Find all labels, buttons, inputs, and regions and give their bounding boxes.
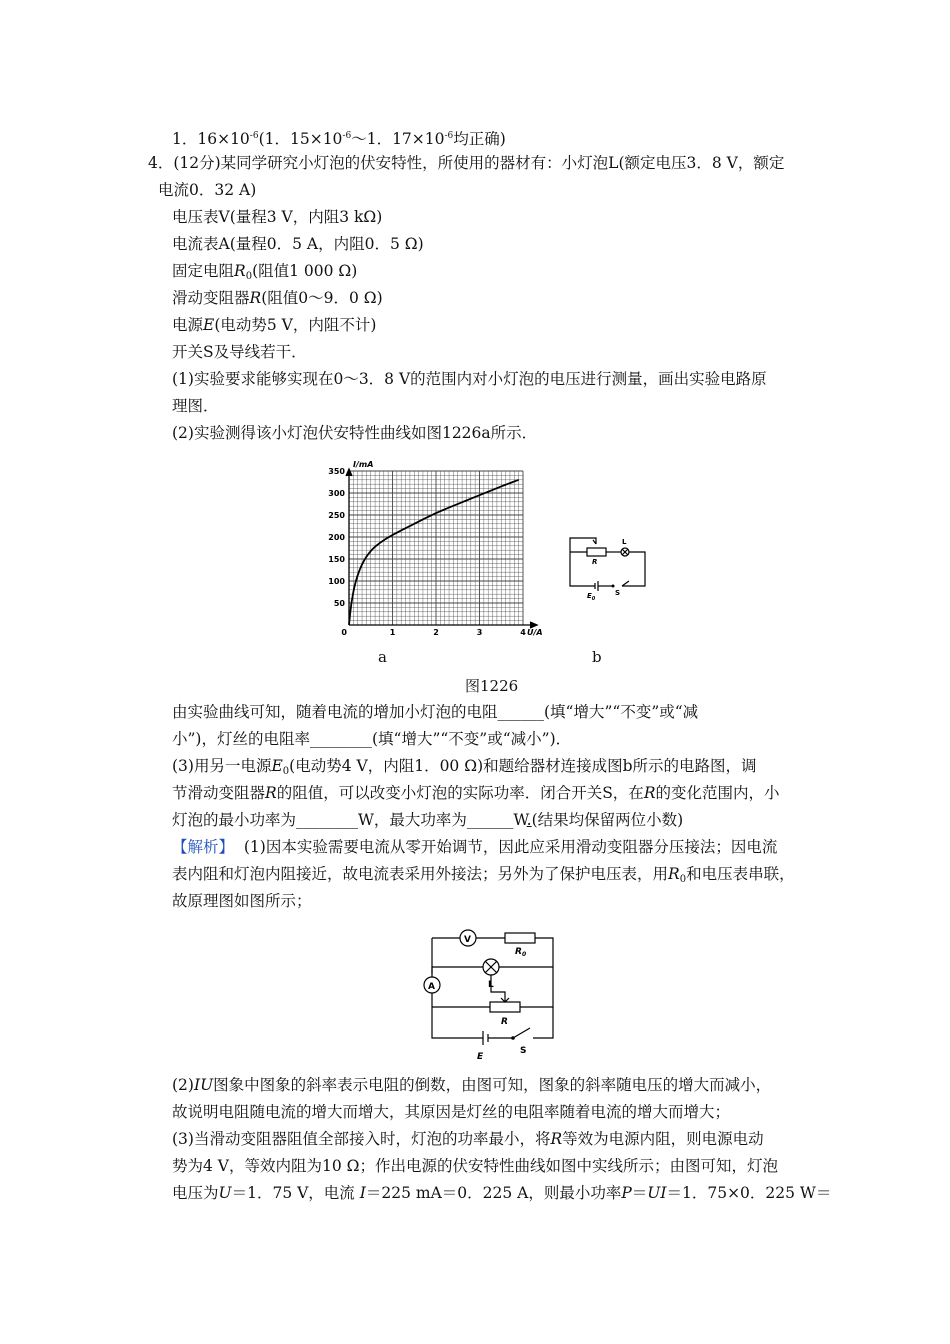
y-tick-label: 250: [328, 511, 345, 520]
x-tick-label: 1: [389, 628, 396, 637]
b-label-s: S: [615, 589, 621, 597]
sol-label-r0: $R_0$: [515, 947, 527, 958]
solution-part2-line2: 故说明电阻随电流的增大而增大，其原因是灯丝的电阻率随着电流的增大而增大；: [172, 1103, 731, 1121]
b-label-l: L: [622, 538, 627, 546]
question-intro-cont: 电流0．32 A): [158, 181, 257, 199]
solution-line-2: 表内阻和灯泡内阻接近，故电流表采用外接法；另外为了保护电压表，用$R_0$和电压表串联，: [172, 865, 795, 885]
part1-text-cont: 理图．: [172, 397, 219, 415]
y-tick-label: 50: [333, 599, 345, 608]
sol-label-r: R: [501, 1017, 508, 1027]
part3-text-2: 节滑动变阻器R的阻值，可以改变小灯泡的实际功率．闭合开关S，在R的变化范围内，小: [172, 784, 780, 802]
x-axis-label: U/A: [527, 628, 543, 637]
graph-grid: [349, 471, 523, 625]
sol-label-v: V: [464, 935, 471, 945]
solution-part2-line1: (2)IU图象中图象的斜率表示电阻的倒数，由图可知，图象的斜率随电压的增大而减小，: [172, 1076, 772, 1094]
sol-label-e: E: [477, 1052, 484, 1062]
part2-question-cont: 小”)，灯丝的电阻率________(填“增大”“不变”或“减小”)．: [172, 730, 572, 748]
solution-part3-line3: 电压为U＝1．75 V，电流 I＝225 mA＝0．225 A，则最小功率P＝UI＝1．75×0．225 W＝: [172, 1184, 832, 1202]
y-tick-label: 0: [341, 628, 347, 637]
caption-b: b: [592, 648, 602, 666]
x-tick-label: 4: [520, 628, 526, 637]
equipment-rheostat: 滑动变阻器R(阻值0～9．0 Ω): [172, 289, 383, 307]
part1-text: (1)实验要求能够实现在0～3．8 V的范围内对小灯泡的电压进行测量，画出实验电路原: [172, 370, 767, 388]
solution-circuit: [415, 922, 565, 1062]
equipment-ammeter: 电流表A(量程0．5 A，内阻0．5 Ω): [172, 235, 424, 253]
x-tick-label: 3: [476, 628, 483, 637]
y-tick-label: 150: [328, 555, 345, 564]
sol-label-a: A: [428, 982, 435, 992]
caption-a: a: [378, 648, 387, 666]
solution-tag: 【解析】: [172, 838, 235, 856]
question-intro: 4．(12分)某同学研究小灯泡的伏安特性，所使用的器材有：小灯泡L(额定电压3．8 V，额定: [148, 154, 785, 172]
sol-label-s: S: [520, 1046, 527, 1056]
equipment-voltmeter: 电压表V(量程3 V，内阻3 kΩ): [172, 208, 383, 226]
part2-text: (2)实验测得该小灯泡伏安特性曲线如图1226a所示．: [172, 424, 538, 442]
equipment-fixed-resistor: 固定电阻$R_0$(阻值1 000 Ω): [172, 262, 358, 282]
y-tick-label: 350: [328, 467, 345, 476]
x-tick-label: 2: [433, 628, 439, 637]
b-label-e: $E_0$: [587, 592, 596, 602]
equipment-switch: 开关S及导线若干．: [172, 343, 307, 361]
solution-line-1: 【解析】 (1)因本实验需要电流从零开始调节，因此应采用滑动变阻器分压接法；因电流: [172, 838, 778, 856]
part3-text-3: 灯泡的最小功率为________W，最大功率为______W.(结果均保留两位小数): [172, 811, 684, 829]
solution-part3-line1: (3)当滑动变阻器阻值全部接入时，灯泡的功率最小，将R等效为电源内阻，则电源电动: [172, 1130, 764, 1148]
iu-graph: [318, 455, 548, 640]
figure-title: 图1226: [465, 677, 519, 695]
prev-answer-line: 1．$16\times 10^{-6}(1$．$15\times 10^{-6}\sim 1$．$17\times 10^{-6}$均正确): [172, 130, 506, 148]
y-tick-label: 100: [328, 577, 345, 586]
solution-part3-line2: 势为4 V，等效内阻为10 Ω；作出电源的伏安特性曲线如图中实线所示；由图可知，灯泡: [172, 1157, 778, 1175]
y-tick-label: 300: [328, 489, 345, 498]
part2-question: 由实验曲线可知，随着电流的增加小灯泡的电阻______(填“增大”“不变”或“减: [172, 703, 699, 721]
equipment-source: 电源E(电动势5 V，内阻不计): [172, 316, 377, 334]
solution-line-3: 故原理图如图所示；: [172, 892, 312, 910]
part3-text: (3)用另一电源$E_0$(电动势4 V，内阻1．00 Ω)和题给器材连接成图b所示的电路图，调: [172, 757, 757, 777]
sol-label-l: L: [488, 980, 494, 990]
b-label-r: R: [592, 558, 598, 566]
y-tick-label: 200: [328, 533, 345, 542]
circuit-b: [560, 530, 660, 605]
y-axis-label: I/mA: [353, 460, 374, 469]
